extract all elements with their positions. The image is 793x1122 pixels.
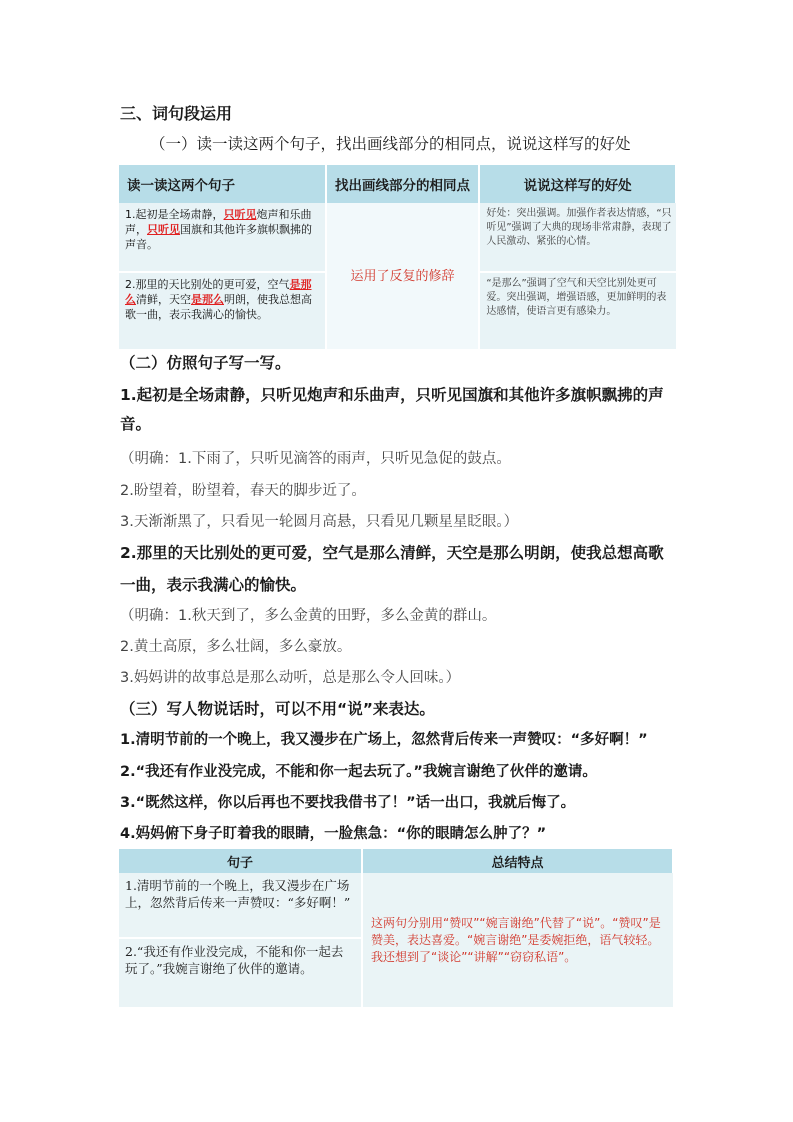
part1-title: （一）读一读这两个句子，找出画线部分的相同点，说说这样写的好处 xyxy=(150,135,631,153)
underlined-phrase: 是那么 xyxy=(125,278,312,306)
example-3: 3.“既然这样，你以后再也不要找我借书了！”话一出口，我就后悔了。 xyxy=(120,795,576,811)
table2-header-sentence: 句子 xyxy=(119,849,362,873)
answer-1-3: 3.天渐渐黑了，只看见一轮圆月高悬，只看见几颗星星眨眼。） xyxy=(120,514,519,530)
table1-sentence-2: 2.那里的天比别处的更可爱，空气是那么清鲜，天空是那么明朗，使我总想高歌一曲，表示我满心的愉快。 xyxy=(119,272,326,349)
table1-benefit-1: 好处：突出强调。加强作者表达情感，“只听见”强调了大典的现场非常肃静，表现了人民激动、紧张的心情。 xyxy=(479,203,676,272)
table2-sentence-1: 1.清明节前的一个晚上，我又漫步在广场上，忽然背后传来一声赞叹：“多好啊！” xyxy=(119,873,362,938)
table1-common-point: 运用了反复的修辞 xyxy=(326,203,480,349)
underlined-phrase: 只听见 xyxy=(147,223,180,236)
table1-header-sentences: 读一读这两个句子 xyxy=(119,165,326,203)
table2-summary: 这两句分别用“赞叹”“婉言谢绝”代替了“说”。“赞叹”是赞美，表达喜爱。“婉言谢绝”是委婉拒绝，语气较轻。我还想到了“谈论”“讲解”“窃窃私语”。 xyxy=(362,873,673,1007)
part3-title: （三）写人物说话时，可以不用“说”来表达。 xyxy=(120,700,435,718)
example-1: 1.清明节前的一个晚上，我又漫步在广场上，忽然背后传来一声赞叹：“多好啊！” xyxy=(120,732,648,748)
underlined-phrase: 只听见 xyxy=(223,208,257,221)
model-sentence-1-line1: 1.起初是全场肃静，只听见炮声和乐曲声，只听见国旗和其他许多旗帜飘拂的声 xyxy=(120,386,664,404)
table1-header-common: 找出画线部分的相同点 xyxy=(326,165,480,203)
table1-sentence-1: 1.起初是全场肃静，只听见炮声和乐曲声，只听见国旗和其他许多旗帜飘拂的声音。 xyxy=(119,203,326,272)
table1-header-benefit: 说说这样写的好处 xyxy=(479,165,676,203)
summary-table xyxy=(119,849,674,1007)
answer-1-2: 2.盼望着，盼望着，春天的脚步近了。 xyxy=(120,483,366,499)
model-sentence-2-line1: 2.那里的天比别处的更可爱，空气是那么清鲜，天空是那么明朗，使我总想高歌 xyxy=(120,544,664,562)
table2-sentence-2: 2.“我还有作业没完成，不能和你一起去玩了。”我婉言谢绝了伙伴的邀请。 xyxy=(119,938,362,1007)
table1-benefit-2: “是那么”强调了空气和天空比别处更可爱。突出强调，增强语感，更加鲜明的表达感情，使语言更有感染力。 xyxy=(479,272,676,349)
section-title: 三、词句段运用 xyxy=(120,104,233,123)
model-sentence-1-line2: 音。 xyxy=(120,415,152,433)
underlined-phrase: 是那么 xyxy=(191,293,224,306)
table2-header-summary: 总结特点 xyxy=(362,849,673,873)
answer-2-2: 2.黄土高原，多么壮阔，多么豪放。 xyxy=(120,639,352,655)
example-4: 4.妈妈俯下身子盯着我的眼睛，一脸焦急：“你的眼睛怎么肿了？” xyxy=(120,826,547,842)
example-2: 2.“我还有作业没完成，不能和你一起去玩了。”我婉言谢绝了伙伴的邀请。 xyxy=(120,764,597,780)
answer-2-3: 3.妈妈讲的故事总是那么动听，总是那么令人回味。） xyxy=(120,670,461,686)
comparison-table xyxy=(119,165,677,349)
part2-title: （二）仿照句子写一写。 xyxy=(120,354,291,372)
answer-2-1: （明确：1.秋天到了，多么金黄的田野，多么金黄的群山。 xyxy=(120,608,497,624)
answer-1-1: （明确：1.下雨了，只听见滴答的雨声，只听见急促的鼓点。 xyxy=(120,451,511,467)
model-sentence-2-line2: 一曲，表示我满心的愉快。 xyxy=(120,576,307,594)
